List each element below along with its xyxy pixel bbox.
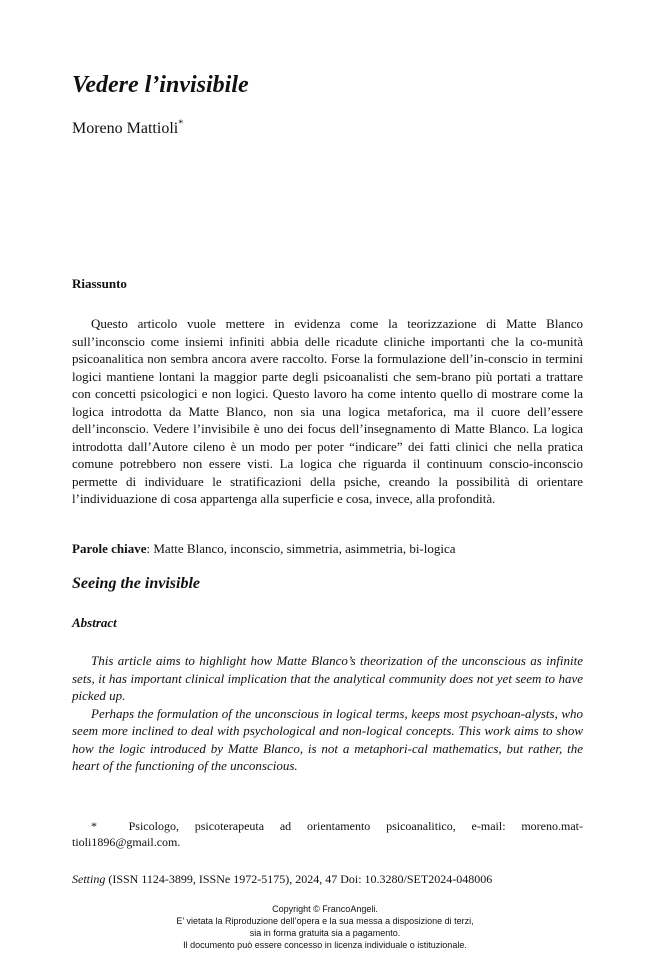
abstract-heading: Abstract	[72, 615, 117, 630]
english-title: Seeing the invisible	[72, 575, 200, 592]
abstract-paragraph: Perhaps the formulation of the unconscious in logical terms, keeps most psychoan-alysts, who seem more inclined to deal with psychological and non-logical concepts. This work aims to show how the logic introduced by Matte Blanco, is not a metaphori-cal mathematics, but rather, the heart of the functioning of the unconscious.	[72, 705, 583, 773]
riassunto-heading: Riassunto	[72, 276, 127, 291]
copyright-line: E’ vietata la Riproduzione dell’opera e la sua messa a disposizione di terzi,	[176, 916, 474, 926]
copyright-line: sia in forma gratuita sia a pagamento.	[249, 928, 401, 938]
article-title: Vedere l’invisibile	[72, 72, 249, 98]
copyright-line: Copyright © FrancoAngeli.	[272, 904, 378, 914]
author-footnote-mark[interactable]: *	[178, 118, 184, 130]
footnote-mark: *	[91, 819, 97, 833]
abstract-english	[72, 652, 583, 775]
author-name: Moreno Mattioli	[72, 120, 179, 137]
keywords-line	[72, 540, 583, 557]
journal-name: Setting	[72, 872, 106, 886]
copyright-notice	[100, 903, 550, 951]
keywords-text: : Matte Blanco, inconscio, simmetria, asimmetria, bi-logica	[146, 541, 456, 556]
footnote-text: Psicologo, psicoterapeuta ad orientamento psicoanalitico, e-mail: moreno.mat-tioli1896@gmail.com.	[72, 819, 583, 849]
copyright-line: Il documento può essere concesso in licenza individuale o istituzionale.	[183, 940, 467, 950]
keywords-label: Parole chiave	[72, 541, 147, 556]
journal-citation	[72, 871, 583, 887]
riassunto-text: Questo articolo vuole mettere in evidenza come la teorizzazione di Matte Blanco sull’inconscio come insiemi infiniti abbia delle ricadute cliniche importanti che la co-munità psicoanalitica non sembra ancora avere raccolto. Forse la formulazione dell’in-conscio in termini logici mantiene lontani la maggior parte degli psicoanalisti che sem-brano più portati a trattare con concetti psicologici e non logici. Questo lavoro ha come intento quello di mostrare come la logica introdotta da Matte Blanco, non sia una logica metaforica, ma il cuore dell’essere dell’inconscio. Vedere l’invisibile è uno dei focus dell’insegnamento di Matte Blanco. La logica introdotta dall’Autore cileno è un modo per poter “indicare” dei fatti clinici che nella pratica comune potrebbero non essere visti. La logica che riguarda il continuum conscio-inconscio permette di individuare le stratificazioni della psiche, creando la possibilità di orientare l’individuazione di cosa appartenga alla superficie e cosa, invece, alla profondità.	[72, 316, 583, 506]
citation-details: (ISSN 1124-3899, ISSNe 1972-5175), 2024, 47 Doi: 10.3280/SET2024-048006	[105, 872, 493, 886]
abstract-paragraph: This article aims to highlight how Matte Blanco’s theorization of the unconscious as infinite sets, it has important clinical implication that the analytical community does not yet seem to have picked up.	[72, 653, 583, 703]
author-footnote	[72, 818, 583, 850]
author-line	[72, 120, 183, 138]
